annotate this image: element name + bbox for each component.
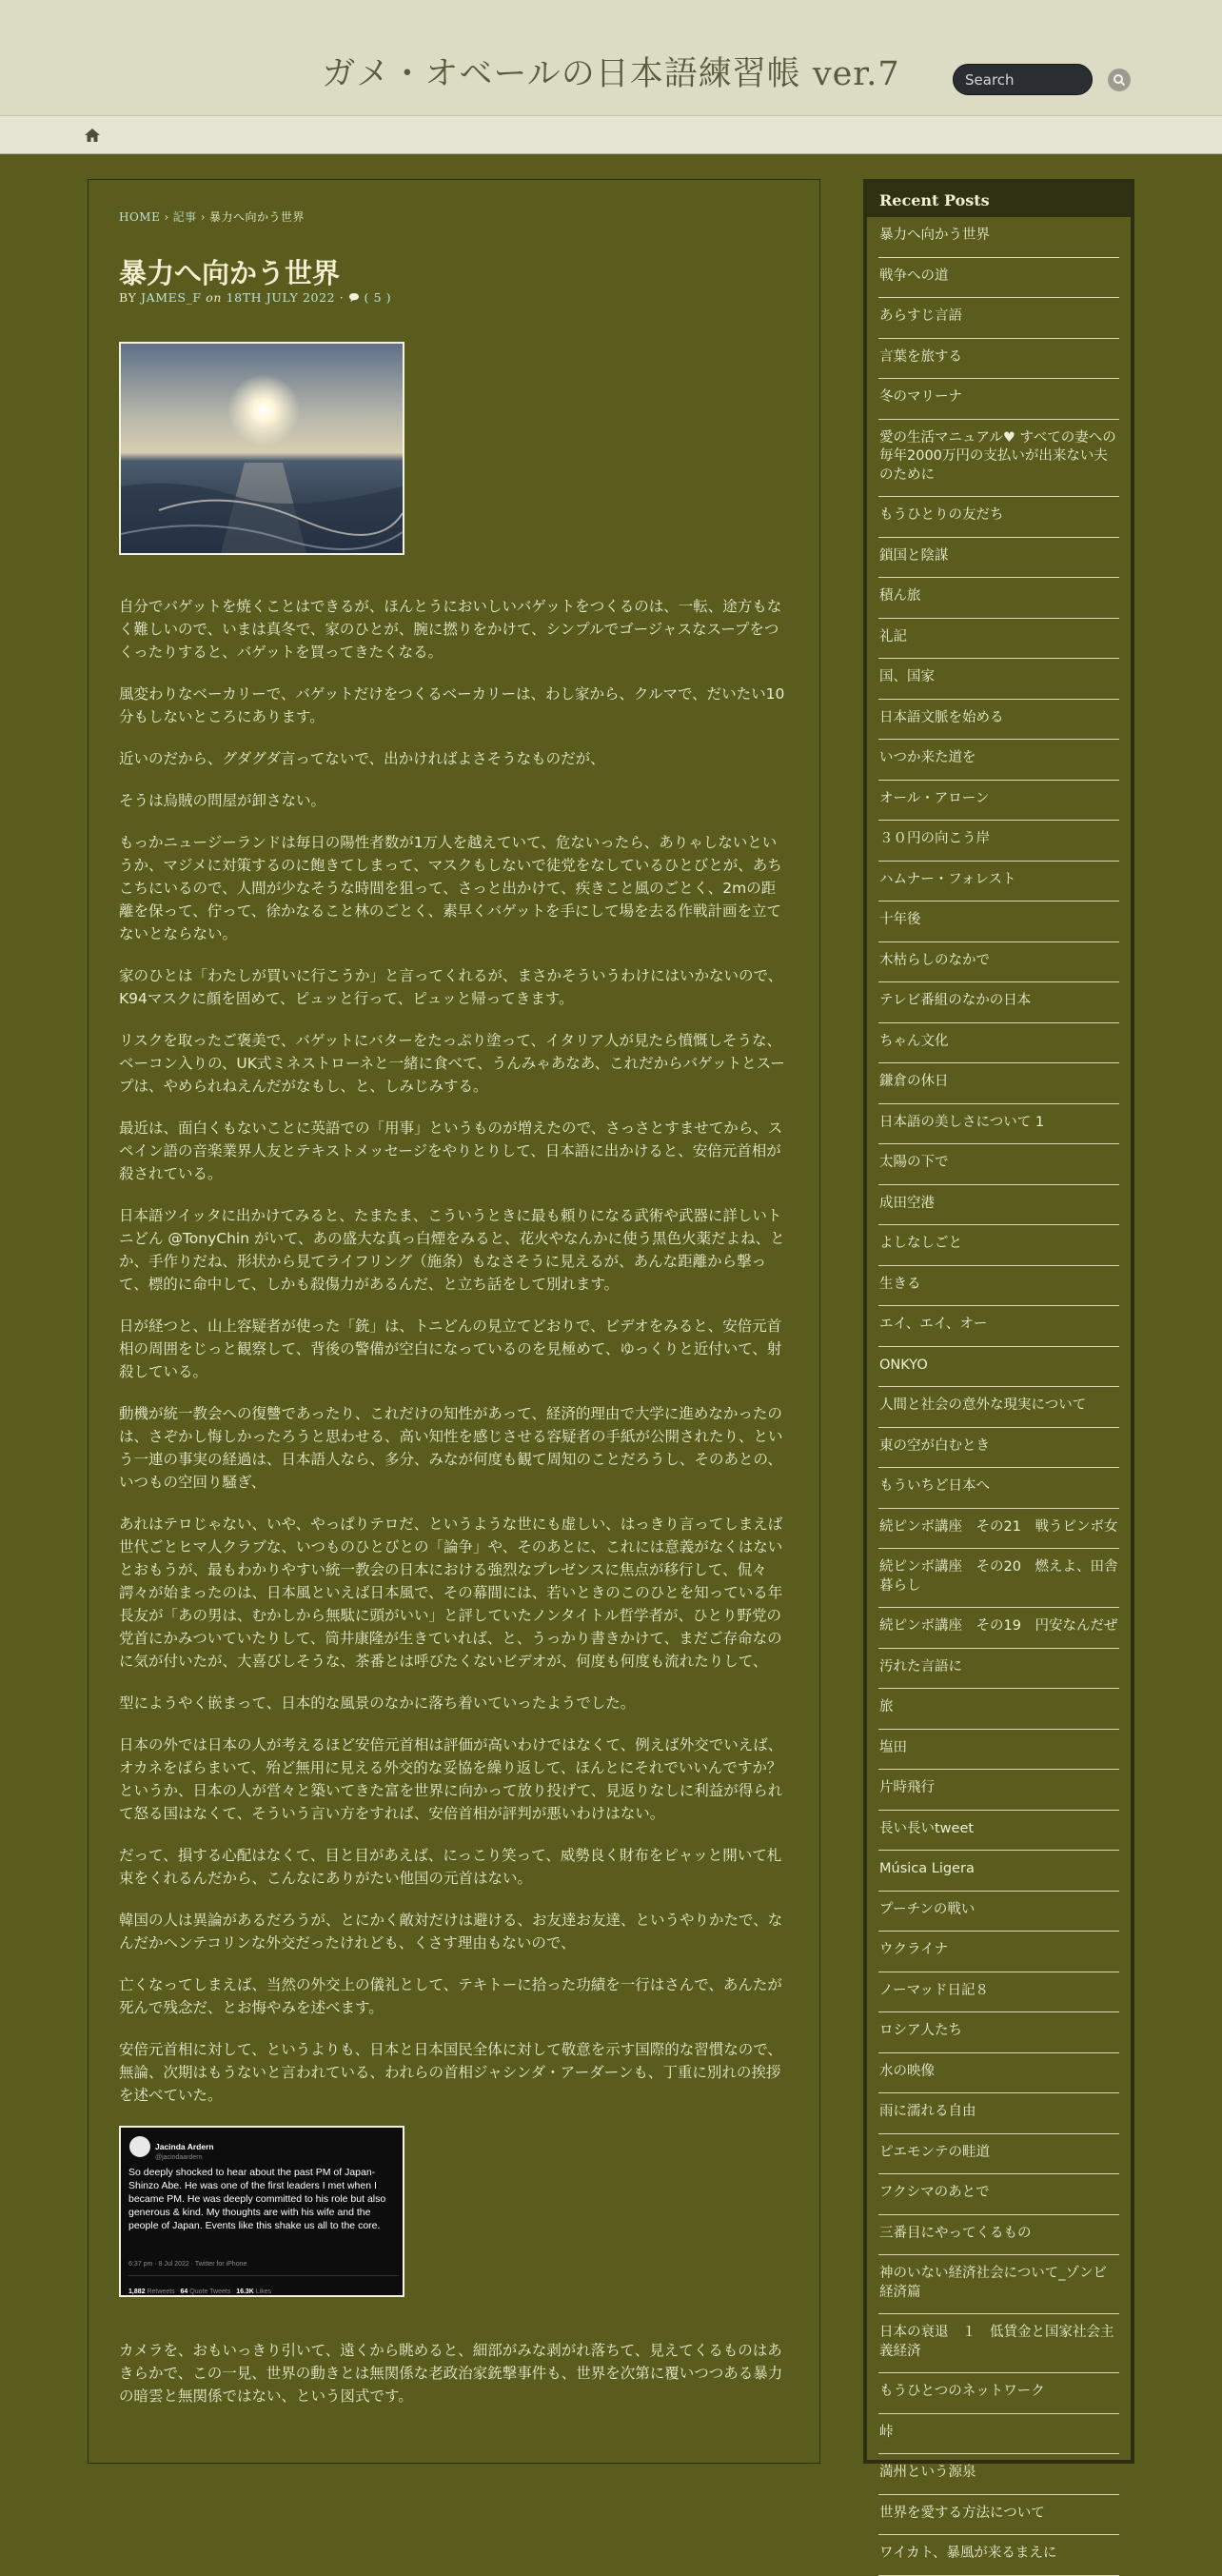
site-title[interactable]: ガメ・オベールの日本語練習帳 ver.7 [322,55,900,93]
retweet-count: 1,882 [128,2289,146,2295]
comment-icon [348,292,360,303]
tweet-meta: 6:37 pm · 8 Jul 2022 · Twitter for iPhone [128,2261,247,2268]
paragraph: 安倍元首相に対して、というよりも、日本と日本国民全体に対して敬意を示す国際的な習慣なので、無論、次期はもうないと言われている、われらの首相ジャシンダ・アーダーンも、丁重に別れの挨拶を述べていた。 [119,2041,782,2104]
search-icon [1113,73,1126,87]
post-content [88,179,820,2464]
recent-post-link[interactable]: オール・アローン [878,781,1119,822]
recent-post-link[interactable]: あらすじ言語 [878,298,1119,339]
breadcrumb-current: 暴力へ向かう世界 [209,210,306,224]
breadcrumb-home[interactable]: HOME [119,210,161,224]
comment-count-link[interactable]: ( 5 ) [364,290,392,305]
recent-post-link[interactable]: 日本語の美しさについて 1 [878,1104,1119,1145]
recent-post-link[interactable]: 水の映像 [878,2053,1119,2094]
tweet-author-handle: @jacindaardern [155,2154,203,2161]
recent-post-link[interactable]: ロシア人たち [878,2012,1119,2053]
recent-post-link[interactable]: フクシマのあとで [878,2174,1119,2215]
paragraph: 風変わりなベーカリーで、バゲットだけをつくるベーカリーは、わし家から、クルマで、だいたい10分もしないところにあります。 [119,685,785,725]
featured-image[interactable] [119,342,404,555]
recent-post-link[interactable]: 国、国家 [878,659,1119,700]
recent-post-link[interactable]: 愛の生活マニュアル♥ すべての妻への毎年2000万円の支払いが出来ない夫のために [878,420,1119,498]
recent-post-link[interactable]: 汚れた言語に [878,1649,1119,1690]
recent-post-link[interactable]: ワイカト、暴風が来るまえに [878,2535,1119,2576]
breadcrumb-category[interactable]: 記事 [172,210,197,224]
recent-post-link[interactable]: 満州という源泉 [878,2454,1119,2495]
tweet-stats [128,2275,399,2304]
recent-post-link[interactable]: 神のいない経済社会について_ゾンビ経済篇 [878,2255,1119,2314]
paragraph: 日が経つと、山上容疑者が使った「銃」は、トニどんの見立てどおりで、ビデオをみると、安倍元首相の周囲をじっと観察して、背後の警備が空白になっているのを見極めて、ゆっくりと近付いて、射殺している。 [119,1318,782,1380]
recent-post-link[interactable]: 言葉を旅する [878,339,1119,380]
home-icon[interactable] [84,128,101,143]
recent-post-link[interactable]: 鎌倉の休日 [878,1063,1119,1104]
recent-posts-title: Recent Posts [867,183,1131,217]
recent-post-link[interactable]: もういちど日本へ [878,1468,1119,1509]
recent-post-link[interactable]: 成田空港 [878,1185,1119,1226]
paragraph: 最近は、面白くもないことに英語での「用事」というものが増えたので、さっさとすませてから、スペイン語の音楽業界人友とテキストメッセージをやりとりして、日本語に出かけると、安倍元首相が殺されている。 [119,1120,783,1182]
search-button[interactable] [1108,69,1131,91]
recent-post-link[interactable]: ウクライナ [878,1932,1119,1972]
recent-post-link[interactable]: ノーマッド日記８ [878,1972,1119,2013]
recent-post-link[interactable]: 鎖国と陰謀 [878,538,1119,579]
recent-post-link[interactable]: 続ピンボ講座 その21 戦うピンボ女 [878,1509,1119,1550]
recent-post-link[interactable]: 峠 [878,2414,1119,2455]
search-input[interactable] [953,64,1093,95]
like-label: Likes [255,2289,272,2295]
recent-post-link[interactable]: 太陽の下で [878,1144,1119,1185]
post-title: 暴力へ向かう世界 [119,257,341,289]
recent-post-link[interactable]: 続ピンボ講座 その19 円安なんだぜ [878,1608,1119,1649]
paragraph: リスクを取ったご褒美で、バゲットにバターをたっぷり塗って、イタリア人が見たら憤慨しそうな、ベーコン入りの、UK式ミネストローネと一緒に食べて、うんみゃあなあ、これだからバゲットとスープは、やめられねえんだがなもし、と、しみじみする。 [119,1032,785,1095]
recent-post-link[interactable]: プーチンの戦い [878,1892,1119,1932]
recent-post-link[interactable]: 十年後 [878,902,1119,942]
post-body [119,595,790,2427]
quote-count: 64 [180,2289,188,2295]
post-date[interactable]: 18TH JULY 2022 [226,290,336,305]
paragraph: 型にようやく嵌まって、日本的な風景のなかに落ち着いていったようでした。 [119,1694,636,1712]
nav-bar [0,116,1222,154]
recent-post-link[interactable]: 東の空が白むとき [878,1428,1119,1469]
recent-post-link[interactable]: 片時飛行 [878,1770,1119,1811]
recent-post-link[interactable]: 日本語文脈を始める [878,700,1119,741]
recent-post-link[interactable]: テレビ番組のなかの日本 [878,982,1119,1023]
recent-post-link[interactable]: もうひとりの友だち [878,497,1119,538]
recent-post-link[interactable]: 木枯らしのなかで [878,942,1119,983]
recent-post-link[interactable]: ピエモンテの畦道 [878,2134,1119,2175]
recent-post-link[interactable]: 日本の衰退 １ 低賃金と国家社会主義経済 [878,2314,1119,2373]
byline-on: on [206,290,223,305]
recent-post-link[interactable]: 旅 [878,1689,1119,1730]
paragraph: もっかニュージーランドは毎日の陽性者数が1万人を越えていて、危ないったら、ありゃしないというか、マジメに対策するのに飽きてしまって、マスクもしないで徒党をなしているひとびとが、あちこちにいるので、人間が少なそうな時間を狙って、さっと出かけて、疾きこと風のごとく、2mの距離を保って、佇って、徐かなること林のごとく、素早くバゲットを手にして場を去る作戦計画を立てないとならない。 [119,834,782,942]
paragraph: 韓国の人は異論があるだろうが、とにかく敵対だけは避ける、お友達お友達、というやりかたで、なんだかヘンテコリンな外交だったけれども、くさす理由もないので、 [119,1912,783,1952]
paragraph: 亡くなってしまえば、当然の外交上の儀礼として、テキトーに拾った功績を一行はさんで、あんたが死んで残念だ、とお悔やみを述べます。 [119,1976,782,2016]
byline [119,290,391,305]
recent-post-link[interactable]: 雨に濡れる自由 [878,2093,1119,2134]
paragraph: 近いのだから、グダグダ言ってないで、出かければよさそうなものだが、 [119,750,605,767]
recent-post-link[interactable]: 礼記 [878,619,1119,660]
breadcrumb-separator: › [200,210,206,224]
paragraph: 日本の外では日本の人が考えるほど安倍元首相は評価が高いわけではなくて、例えば外交でいえば、オカネをばらまいて、殆ど無用に見える外交的な妥協を繰り返して、ほんとにそれでいいんですか？というか、日本の人が営々と築いてきた富を世界に向かって放り投げて、見返りなしに利益が得られて怒る国はなくて、そういう言い方をすれば、安倍首相が評判が悪いわけはない。 [119,1736,783,1822]
recent-post-link[interactable]: 塩田 [878,1730,1119,1771]
recent-posts-list [867,217,1131,2576]
recent-post-link[interactable]: もうひとつのネットワーク [878,2373,1119,2414]
recent-post-link[interactable]: Música Ligera [878,1851,1119,1892]
recent-post-link[interactable]: 暴力へ向かう世界 [878,217,1119,258]
byline-by: BY [119,290,137,305]
tweet-author-name: Jacinda Ardern [155,2142,214,2151]
recent-post-link[interactable]: エイ、エイ、オー [878,1306,1119,1347]
recent-post-link[interactable]: ハムナー・フォレスト [878,862,1119,902]
paragraph: 動機が統一教会への復讐であったり、これだけの知性があって、経済的理由で大学に進めなかったのは、さぞかし悔しかったろうと思わせる、高い知性を感じさせる容疑者の手紙が公開されたり、という一連の事実の経過は、日本語人なら、多分、みなが何度も観て周知のことだろうし、そのあとの、いつもの空回り騒ぎ、 [119,1405,783,1491]
embedded-tweet-image[interactable] [119,2126,404,2297]
recent-post-link[interactable]: ３０円の向こう岸 [878,821,1119,862]
paragraph: 家のひとは「わたしが買いに行こうか」と言ってくれるが、まさかそういうわけにはいかないので、K94マスクに顔を固めて、ピュッと行って、ピュッと帰ってきます。 [119,967,783,1007]
paragraph: そうは烏賊の問屋が卸さない。 [119,792,326,809]
paragraph: だって、損する心配はなくて、目と目があえば、にっこり笑って、威勢良く財布をピャッと開いて札束をくれるんだから、こんなにありがたい他国の元首はない。 [119,1847,782,1887]
tweet-text: So deeply shocked to hear about the past PM of Japan-Shinzo Abe. He was one of the first leaders I met when I became PM. He was deeply committed to his role but also generous & kind. My thoughts are with his wife and the people of Japan. Events like this shake us all to the core. [128,2167,386,2231]
retweet-label: Retweets [147,2289,175,2295]
avatar [129,2136,150,2157]
byline-dot: · [339,290,345,305]
breadcrumb [119,208,305,225]
sidebar [863,179,1134,2561]
recent-post-link[interactable]: よしなしごと [878,1225,1119,1266]
recent-post-link[interactable]: 生きる [878,1266,1119,1307]
recent-post-link[interactable]: 積ん旅 [878,578,1119,619]
like-count: 16.3K [236,2289,254,2295]
recent-post-link[interactable]: 世界を愛する方法について [878,2495,1119,2536]
recent-post-link[interactable]: 三番目にやってくるもの [878,2215,1119,2256]
recent-post-link[interactable]: 人間と社会の意外な現実について [878,1387,1119,1428]
paragraph: 自分でバゲットを焼くことはできるが、ほんとうにおいしいバゲットをつくるのは、一転、途方もなく難しいので、いまは真冬で、家のひとが、腕に撚りをかけて、シンプルでゴージャスなスープをつくったりすると、バゲットを買ってきたくなる。 [119,598,782,661]
author-link[interactable]: JAMES_F [141,290,202,305]
paragraph: あれはテロじゃない、いや、やっぱりテロだ、というような世にも虚しい、はっきり言ってしまえば世代ごとヒマ人クラブな、いつものひとびとの「論争」や、そのあとに、これには意義がなくはないとおもうが、最もわかりやすい統一教会の日本における強烈なプレゼンスに焦点が移行して、侃々諤々が始まったのは、日本風といえば日本風で、その幕間には、若いときのこのひとを知っている年長友が「あの男は、むかしから無駄に頭がいい」と評していたノンタイトル哲学者が、ひとり野党の党首にかみついていたりして、筒井康隆が生きていれば、と、うっかり書きかけて、まだご存命なのに気が付いたが、大喜びしそうな、茶番とは呼びたくないビデオが、何度も何度も流れたりして、 [119,1516,783,1670]
recent-post-link[interactable]: ONKYO [878,1347,1119,1388]
quote-label: Quote Tweets [189,2289,231,2295]
recent-post-link[interactable]: 冬のマリーナ [878,379,1119,420]
site-header [0,0,1222,116]
breadcrumb-separator: › [164,210,169,224]
recent-post-link[interactable]: 長い長いtweet [878,1811,1119,1852]
recent-post-link[interactable]: 続ピンボ講座 その20 燃えよ、田舎暮らし [878,1549,1119,1608]
recent-post-link[interactable]: いつか来た道を [878,740,1119,781]
paragraph: 日本語ツイッタに出かけてみると、たまたま、こういうときに最も頼りになる武術や武器に詳しいトニどん @TonyChin がいて、あの盛大な真っ白煙をみると、花火やなんかに使う黒色火薬だよね、とか、手作りだね、形状から見てライフリング（施条）もなさそうに見えるが、あんな距離から撃って、標的に命中して、しかも殺傷力があるんだ、と立ち話をして別れます。 [119,1207,785,1293]
sunset-sea-image [121,344,403,553]
paragraph: カメラを、おもいっきり引いて、遠くから眺めると、細部がみな剥がれ落ちて、見えてくるものはあきらかで、この一見、世界の動きとは無関係な老政治家銃撃事件も、世界を次第に覆いつつある暴力の暗雲と無関係ではない、という図式です。 [119,2342,783,2405]
recent-post-link[interactable]: 戦争への道 [878,258,1119,299]
recent-post-link[interactable]: ちゃん文化 [878,1023,1119,1064]
